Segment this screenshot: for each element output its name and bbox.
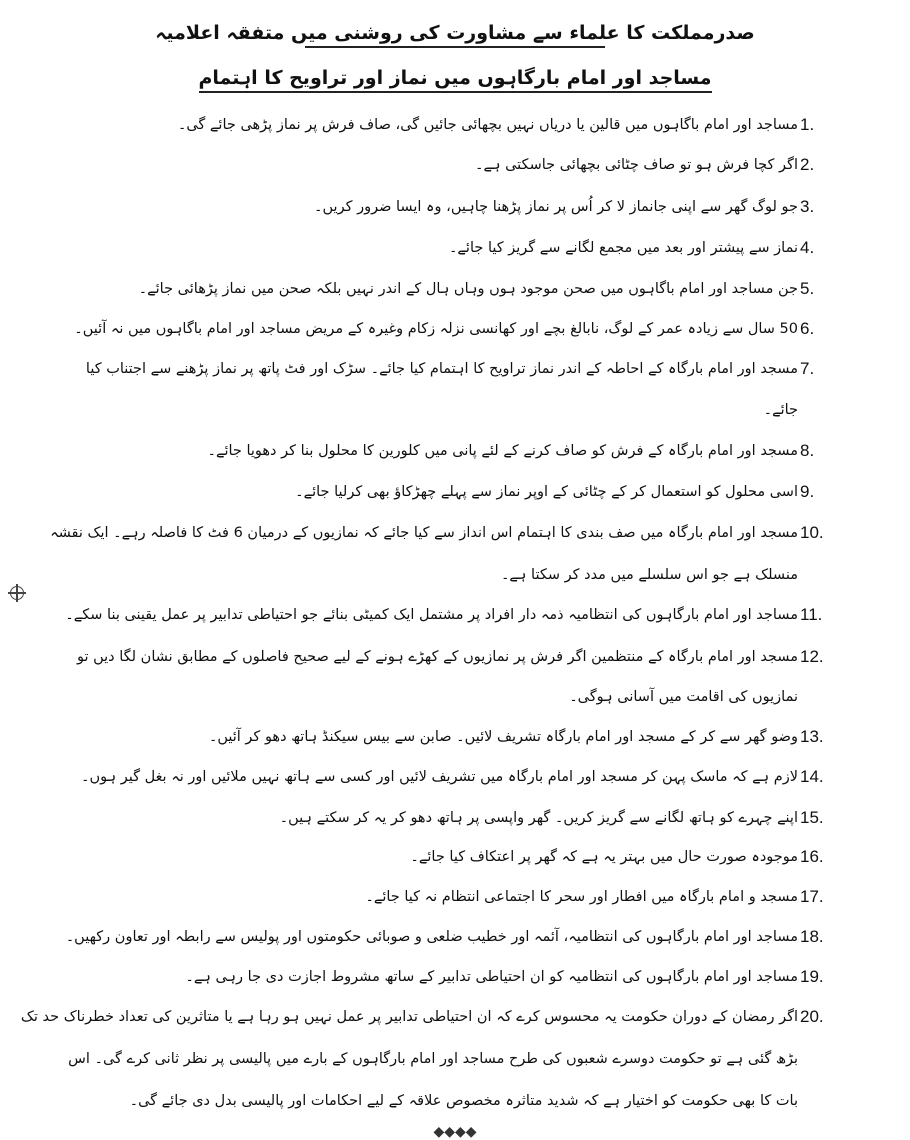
item-number: 14. xyxy=(800,767,824,786)
item-text-continuation: نمازیوں کی اقامت میں آسانی ہوگی۔ xyxy=(569,689,798,705)
item-text: اپنے چہرے کو ہاتھ لگانے سے گریز کریں۔ گھر واپسی پر ہاتھ دھو کر یہ کر سکتے ہیں۔ xyxy=(279,810,798,826)
item-text: جو لوگ گھر سے اپنی جانماز لا کر اُس پر نماز پڑھنا چاہیں، وہ ایسا ضرور کریں۔ xyxy=(314,199,798,215)
item-text: اگر کچا فرش ہو تو صاف چٹائی بچھائی جاسکتی ہے۔ xyxy=(475,157,798,173)
item-number: 16. xyxy=(800,847,824,866)
item-text: مسجد اور امام بارگاہ کے فرش کو صاف کرنے کے لئے پانی میں کلورین کا محلول بنا کر دھویا جائے۔ xyxy=(207,443,798,459)
item-text: اگر رمضان کے دوران حکومت یہ محسوس کرے کہ ان احتیاطی تدابیر پر عمل نہیں ہو رہا ہے یا متاثرین کی تعداد خطرناک حد تک xyxy=(20,1009,798,1025)
item-number: 8. xyxy=(800,441,815,460)
item-text: مساجد اور امام باگاہوں میں قالین یا دریاں نہیں بچھائی جائیں گی، صاف فرش پر نماز پڑھی جائے گی۔ xyxy=(177,117,798,133)
item-text: مساجد اور امام بارگاہوں کی انتظامیہ کو ان احتیاطی تدابیر کے ساتھ مشروط اجازت دی جا رہی ہے۔ xyxy=(185,969,798,985)
item-number: 6. xyxy=(800,319,815,338)
item-number: 19. xyxy=(800,967,824,986)
item-text: مساجد اور امام بارگاہوں کی انتظامیہ، آئمہ اور خطیب ضلعی و صوبائی حکومتوں اور پولیس سے رابطہ اور تعاون رکھیں۔ xyxy=(65,929,798,945)
item-text: مسجد و امام بارگاہ میں افطار اور سحر کا اجتماعی انتظام نہ کیا جائے۔ xyxy=(365,889,798,905)
item-text: وضو گھر سے کر کے مسجد اور امام بارگاہ تشریف لائیں۔ صابن سے بیس سیکنڈ ہاتھ دھو کر آئیں۔ xyxy=(208,729,798,745)
decorative-divider: ◆◆◆◆ xyxy=(433,1124,477,1140)
item-number: 2. xyxy=(800,155,815,174)
item-number: 5. xyxy=(800,279,815,298)
item-number: 18. xyxy=(800,927,824,946)
item-text-continuation: بڑھ گئی ہے تو حکومت دوسرے شعبوں کی طرح مساجد اور امام بارگاہوں کے بارے میں پالیسی پر نظر ثانی کرے گی۔ اس xyxy=(68,1051,798,1067)
item-text: جن مساجد اور امام باگاہوں میں صحن موجود ہوں وہاں ہال کے اندر نہیں بلکہ صحن میں نماز پڑھائی جائے۔ xyxy=(138,281,798,297)
item-text: لازم ہے کہ ماسک پہن کر مسجد اور امام بارگاہ میں تشریف لائیں اور کسی سے ہاتھ نہیں ملائیں اور نہ بغل گیر ہوں۔ xyxy=(80,769,798,785)
item-text-continuation: منسلک ہے جو اس سلسلے میں مدد کر سکتا ہے۔ xyxy=(500,567,798,583)
document-heading: صدرمملکت کا علماء سے مشاورت کی روشنی میں متفقہ اعلامیہ xyxy=(0,22,910,48)
item-text: اسی محلول کو استعمال کر کے چٹائی کے اوپر نماز سے پہلے چھڑکاؤ بھی کرلیا جائے۔ xyxy=(295,484,798,500)
item-text: نماز سے پیشتر اور بعد میں مجمع لگانے سے گریز کیا جائے۔ xyxy=(448,240,798,256)
item-number: 3. xyxy=(800,197,815,216)
item-number: 1. xyxy=(800,115,815,134)
item-number: 17. xyxy=(800,887,824,906)
item-number: 10. xyxy=(800,523,824,542)
item-number: 11. xyxy=(800,605,823,624)
item-text-continuation: بات کا بھی حکومت کو اختیار ہے کہ شدید متاثرہ مخصوص علاقہ کے لیے احکامات اور پالیسی بدل دی جائے گی۔ xyxy=(129,1093,798,1109)
item-number: 15. xyxy=(800,808,824,827)
item-number: 4. xyxy=(800,238,815,257)
item-text: مسجد اور امام بارگاہ کے احاطہ کے اندر نماز تراویح کا اہتمام کیا جائے۔ سڑک اور فٹ پاتھ پر نماز پڑھنے سے اجتناب کیا xyxy=(85,361,798,377)
item-text: موجودہ صورت حال میں بہتر یہ ہے کہ گھر پر اعتکاف کیا جائے۔ xyxy=(410,849,798,865)
item-text: مسجد اور امام بارگاہ میں صف بندی کا اہتمام اس انداز سے کیا جائے کہ نمازیوں کے درمیان 6 فٹ کا فاصلہ رہے۔ ایک نقشہ xyxy=(50,525,798,541)
item-number: 9. xyxy=(800,482,815,501)
item-text: مسجد اور امام بارگاہ کے منتظمین اگر فرش پر نمازیوں کے کھڑے ہونے کے لیے صحیح فاصلوں کے مطابق نشان لگا دیں تو xyxy=(76,649,798,665)
registration-mark-icon xyxy=(10,586,24,600)
item-number: 12. xyxy=(800,647,824,666)
item-text: 50 سال سے زیادہ عمر کے لوگ، نابالغ بچے اور کھانسی نزلہ زکام وغیرہ کے مریض مساجد اور امام باگاہوں میں نہ آئیں۔ xyxy=(74,321,798,337)
item-number: 7. xyxy=(800,359,815,378)
item-text-continuation: جائے۔ xyxy=(763,402,798,418)
item-number: 13. xyxy=(800,727,824,746)
item-text: مساجد اور امام بارگاہوں کی انتظامیہ ذمہ دار افراد پر مشتمل ایک کمیٹی بنائے جو احتیاطی تدابیر پر عمل یقینی بنا سکے۔ xyxy=(65,607,798,623)
item-number: 20. xyxy=(800,1007,824,1026)
document-subheading: مساجد اور امام بارگاہوں میں نماز اور تراویح کا اہتمام xyxy=(0,67,910,89)
